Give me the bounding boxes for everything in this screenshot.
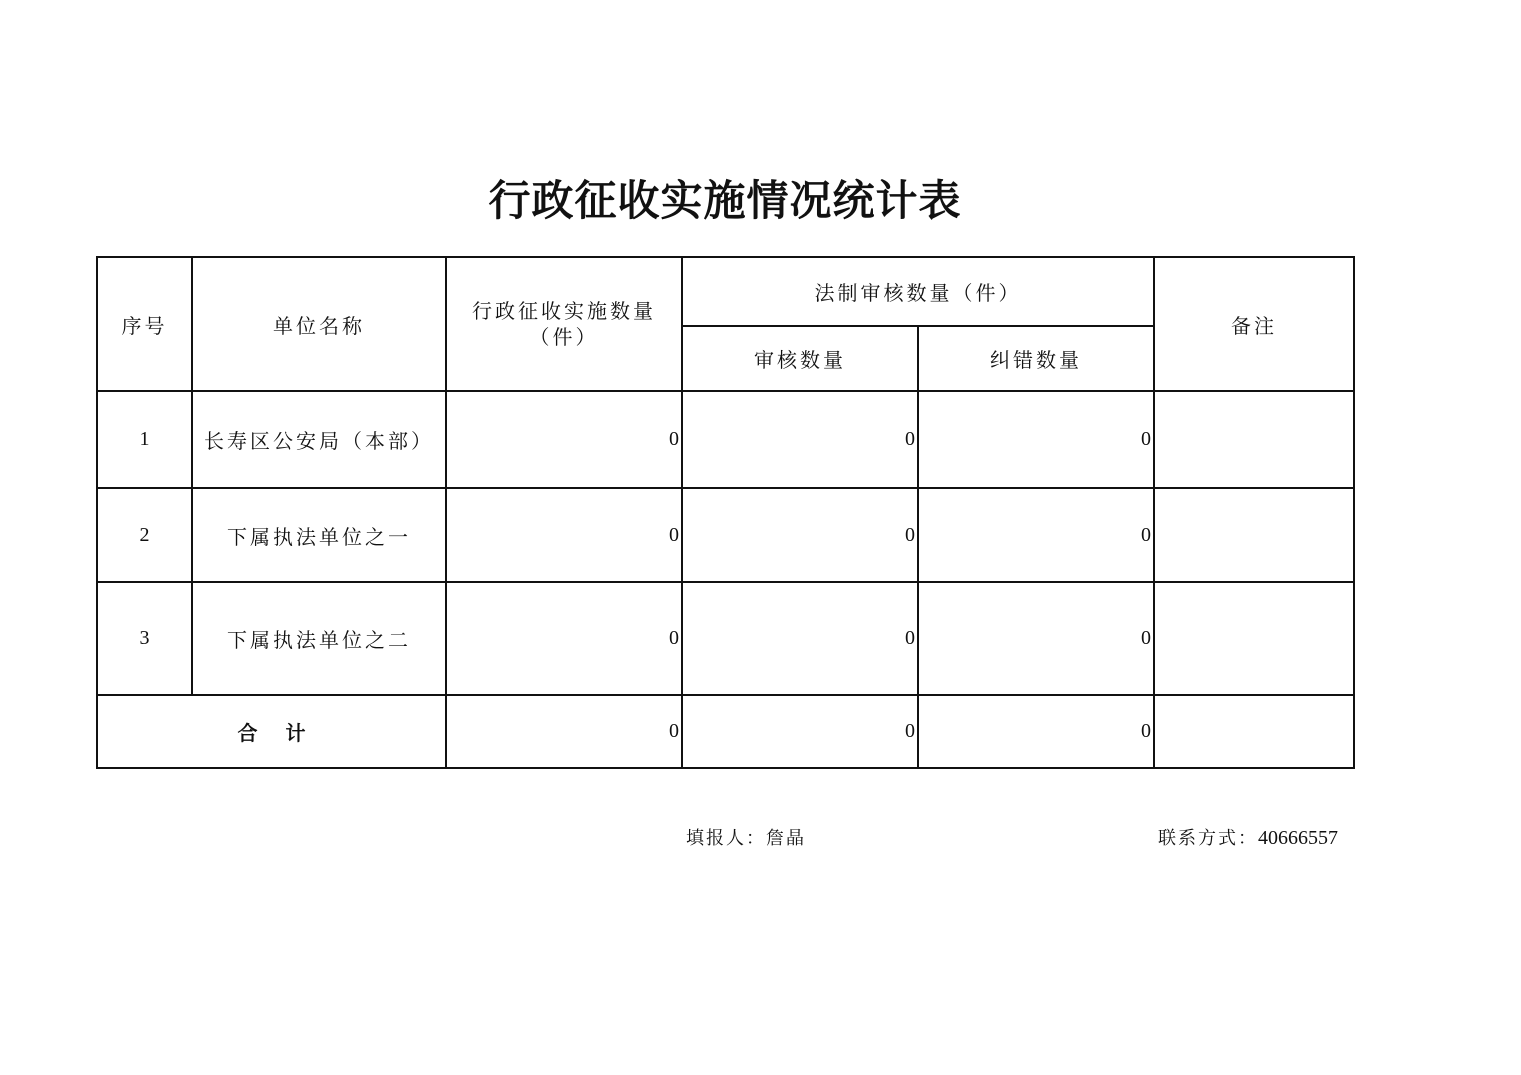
row-remarks bbox=[1154, 391, 1354, 488]
row-remarks bbox=[1154, 488, 1354, 582]
row-unit-name: 下属执法单位之一 bbox=[192, 488, 446, 582]
total-impl-count: 0 bbox=[446, 695, 682, 768]
filler-name: 詹晶 bbox=[766, 828, 806, 849]
total-correction-count: 0 bbox=[918, 695, 1154, 768]
total-label-part1: 合 bbox=[237, 721, 258, 745]
contact-number: 40666557 bbox=[1258, 827, 1338, 849]
total-label-part2: 计 bbox=[285, 721, 306, 745]
row-seq: 1 bbox=[97, 391, 192, 488]
row-impl-count: 0 bbox=[446, 582, 682, 695]
contact-info bbox=[1158, 824, 1338, 850]
row-impl-count: 0 bbox=[446, 391, 682, 488]
header-impl-count bbox=[446, 257, 682, 391]
row-review-count: 0 bbox=[682, 582, 918, 695]
header-seq: 序号 bbox=[97, 257, 192, 391]
row-unit-name: 长寿区公安局（本部） bbox=[192, 391, 446, 488]
filler-label: 填报人： bbox=[686, 828, 766, 849]
header-unit-name: 单位名称 bbox=[192, 257, 446, 391]
total-remarks bbox=[1154, 695, 1354, 768]
row-correction-count: 0 bbox=[918, 488, 1154, 582]
header-impl-count-line2: （件） bbox=[529, 325, 599, 349]
header-impl-count-line1: 行政征收实施数量 bbox=[472, 299, 656, 323]
page-title: 行政征收实施情况统计表 bbox=[488, 176, 962, 225]
row-review-count: 0 bbox=[682, 391, 918, 488]
table-row bbox=[97, 391, 1354, 488]
filler-info bbox=[686, 824, 806, 850]
row-seq: 2 bbox=[97, 488, 192, 582]
row-correction-count: 0 bbox=[918, 391, 1154, 488]
contact-label: 联系方式： bbox=[1158, 828, 1258, 849]
statistics-table bbox=[96, 256, 1355, 769]
table-row bbox=[97, 582, 1354, 695]
header-correction-count: 纠错数量 bbox=[918, 326, 1154, 391]
row-remarks bbox=[1154, 582, 1354, 695]
row-correction-count: 0 bbox=[918, 582, 1154, 695]
header-legal-review: 法制审核数量（件） bbox=[682, 257, 1154, 326]
header-remarks: 备注 bbox=[1154, 257, 1354, 391]
total-review-count: 0 bbox=[682, 695, 918, 768]
total-row bbox=[97, 695, 1354, 768]
row-review-count: 0 bbox=[682, 488, 918, 582]
row-unit-name: 下属执法单位之二 bbox=[192, 582, 446, 695]
total-label bbox=[97, 695, 446, 768]
table-row bbox=[97, 488, 1354, 582]
header-review-count: 审核数量 bbox=[682, 326, 918, 391]
row-seq: 3 bbox=[97, 582, 192, 695]
row-impl-count: 0 bbox=[446, 488, 682, 582]
